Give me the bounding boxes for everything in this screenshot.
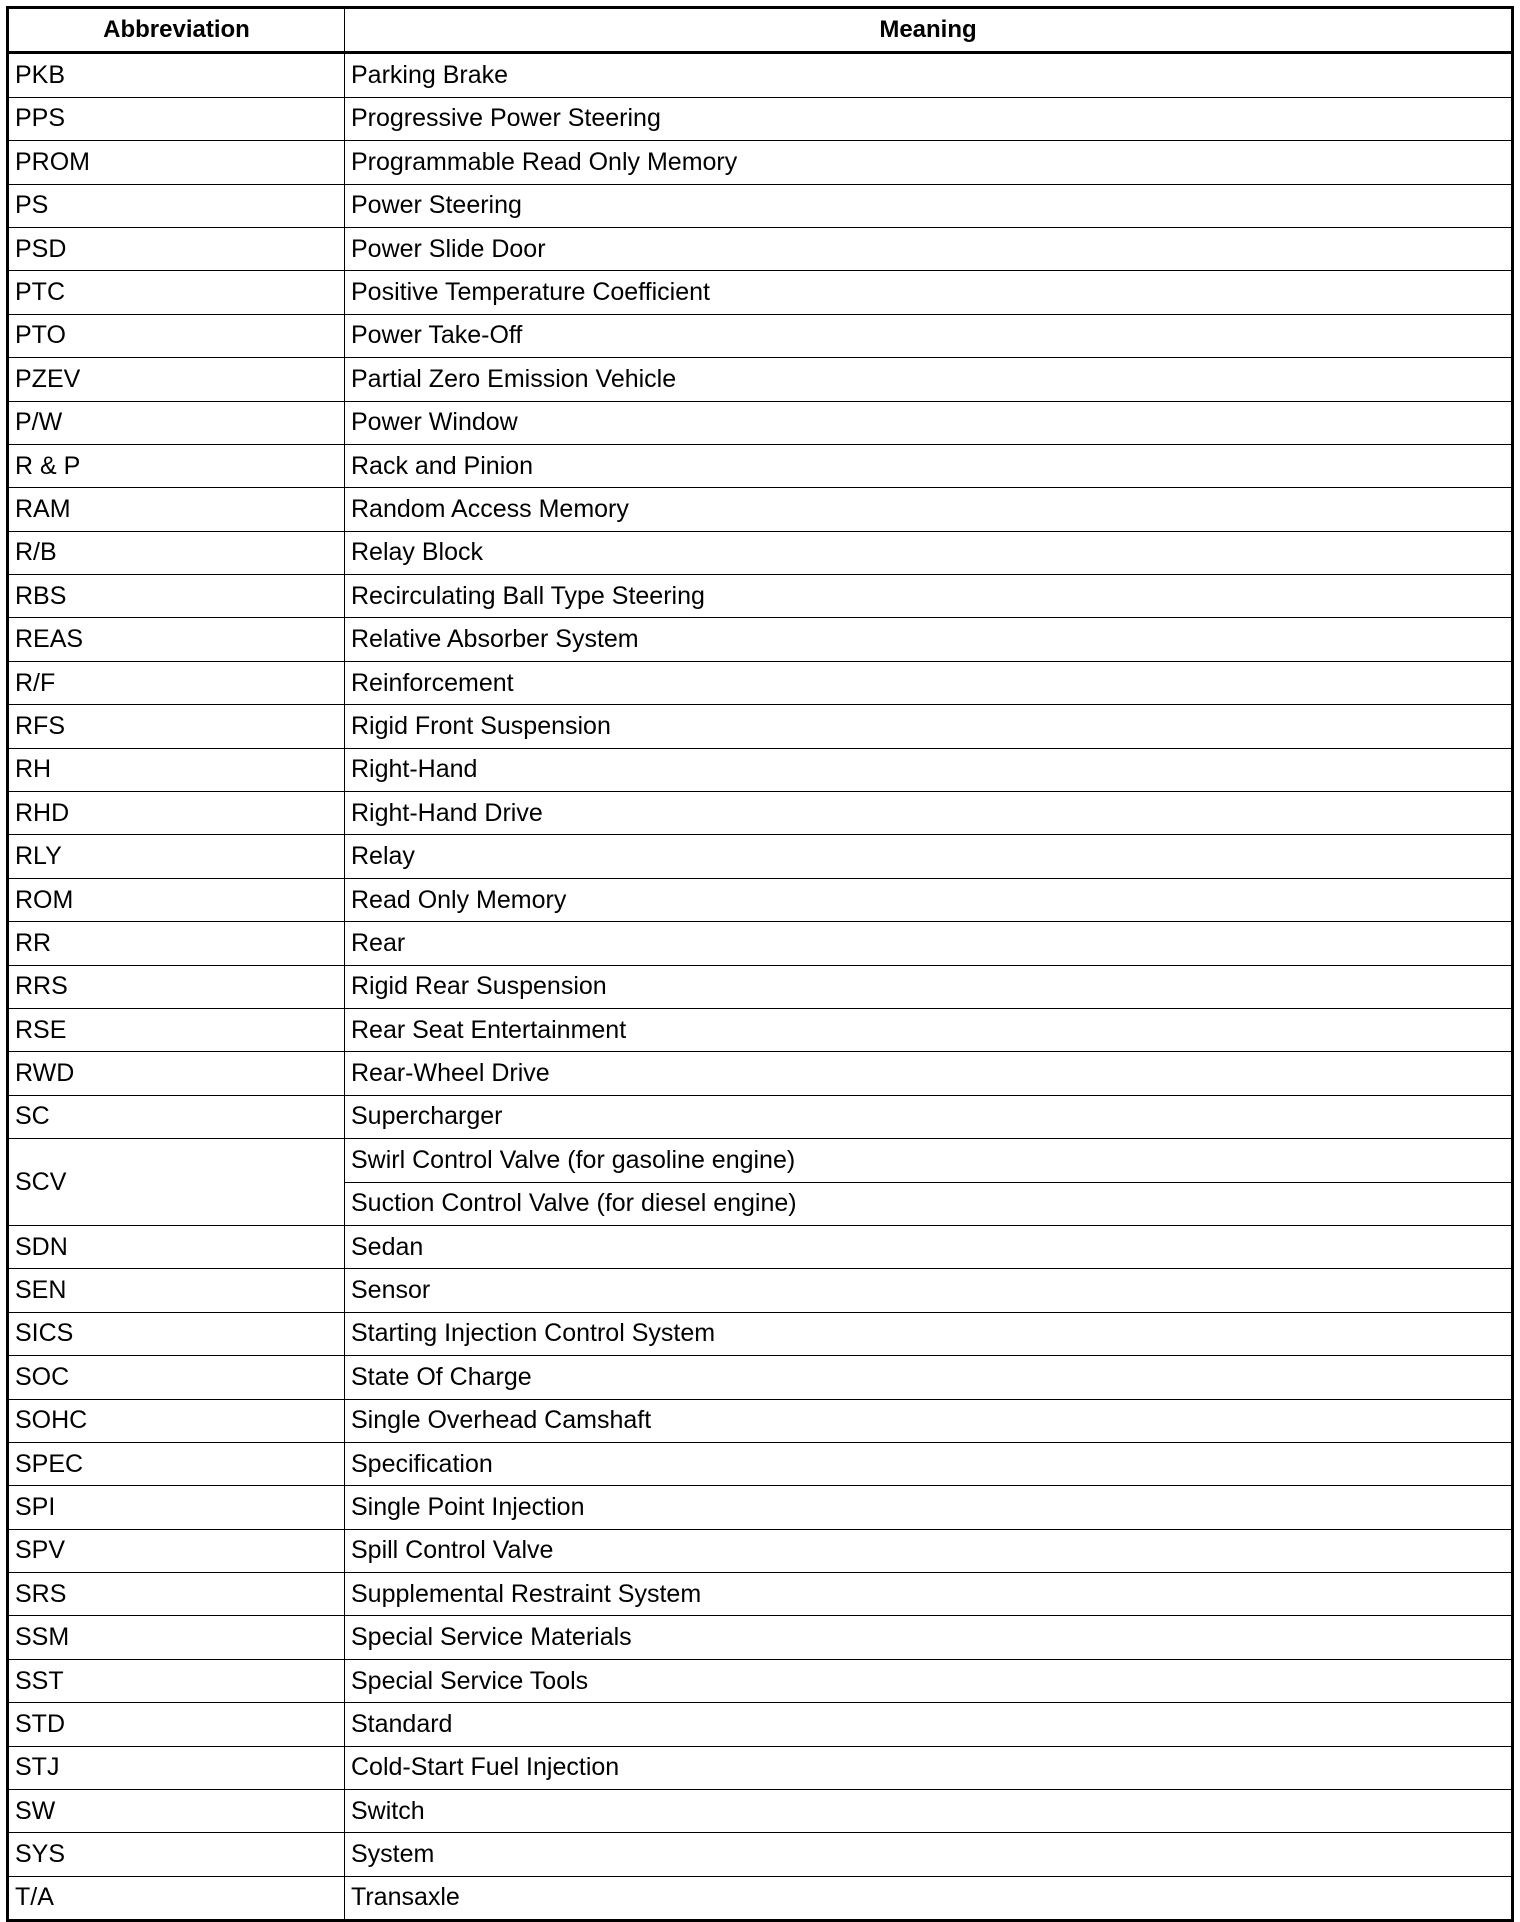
- header-abbreviation: Abbreviation: [8, 8, 345, 53]
- abbreviation-cell: T/A: [8, 1876, 345, 1920]
- meaning-cell: Single Overhead Camshaft: [345, 1399, 1513, 1442]
- meaning-cell: Random Access Memory: [345, 488, 1513, 531]
- meaning-cell: Relative Absorber System: [345, 618, 1513, 661]
- meaning-cell: Parking Brake: [345, 53, 1513, 97]
- table-header-row: [8, 8, 1513, 53]
- table-row: [8, 1703, 1513, 1746]
- table-row: [8, 1573, 1513, 1616]
- abbreviation-cell: PSD: [8, 227, 345, 270]
- table-body: [8, 53, 1513, 1921]
- table-row: [8, 1052, 1513, 1095]
- meaning-cell: Rack and Pinion: [345, 444, 1513, 487]
- meaning-cell: Partial Zero Emission Vehicle: [345, 358, 1513, 401]
- meaning-cell: Relay Block: [345, 531, 1513, 574]
- abbreviation-cell: RBS: [8, 575, 345, 618]
- table-row: [8, 878, 1513, 921]
- meaning-cell: Positive Temperature Coefficient: [345, 271, 1513, 314]
- abbreviation-cell: SICS: [8, 1312, 345, 1355]
- abbreviation-cell: PS: [8, 184, 345, 227]
- meaning-cell: Single Point Injection: [345, 1486, 1513, 1529]
- table-row: [8, 1659, 1513, 1702]
- table-row: [8, 1616, 1513, 1659]
- abbreviation-cell: PROM: [8, 141, 345, 184]
- abbreviation-cell: RAM: [8, 488, 345, 531]
- meaning-cell: Transaxle: [345, 1876, 1513, 1920]
- meaning-cell: Relay: [345, 835, 1513, 878]
- table-row: [8, 53, 1513, 97]
- meaning-cell: Right-Hand Drive: [345, 792, 1513, 835]
- meaning-cell: Supplemental Restraint System: [345, 1573, 1513, 1616]
- table-row: [8, 1746, 1513, 1789]
- meaning-cell: Power Slide Door: [345, 227, 1513, 270]
- abbreviation-cell: SYS: [8, 1833, 345, 1876]
- abbreviation-cell: R/F: [8, 661, 345, 704]
- table-row: [8, 922, 1513, 965]
- table-row: [8, 748, 1513, 791]
- abbreviation-cell: ROM: [8, 878, 345, 921]
- abbreviation-cell: RSE: [8, 1008, 345, 1051]
- meaning-cell: Power Take-Off: [345, 314, 1513, 357]
- abbreviation-cell: PPS: [8, 97, 345, 140]
- table-row: [8, 1442, 1513, 1485]
- abbreviation-cell: SST: [8, 1659, 345, 1702]
- abbreviation-cell: PZEV: [8, 358, 345, 401]
- table-row: [8, 835, 1513, 878]
- table-row: [8, 1529, 1513, 1572]
- abbreviation-cell: SC: [8, 1095, 345, 1138]
- abbreviation-cell: SCV: [8, 1139, 345, 1226]
- meaning-cell: Sedan: [345, 1225, 1513, 1268]
- meaning-cell: Reinforcement: [345, 661, 1513, 704]
- meaning-cell: Rigid Front Suspension: [345, 705, 1513, 748]
- table-row: [8, 401, 1513, 444]
- abbreviation-cell: RRS: [8, 965, 345, 1008]
- abbreviation-cell: SPV: [8, 1529, 345, 1572]
- table-row: [8, 227, 1513, 270]
- abbreviation-cell: RHD: [8, 792, 345, 835]
- meaning-cell: Supercharger: [345, 1095, 1513, 1138]
- table-row: [8, 358, 1513, 401]
- abbreviation-cell: P/W: [8, 401, 345, 444]
- header-meaning: Meaning: [345, 8, 1513, 53]
- meaning-cell: Rear: [345, 922, 1513, 965]
- table-row: [8, 184, 1513, 227]
- meaning-cell: Starting Injection Control System: [345, 1312, 1513, 1355]
- table-row: [8, 1790, 1513, 1833]
- meaning-cell: Rear-Wheel Drive: [345, 1052, 1513, 1095]
- abbreviation-cell: SEN: [8, 1269, 345, 1312]
- meaning-cell: Right-Hand: [345, 748, 1513, 791]
- abbreviation-cell: SRS: [8, 1573, 345, 1616]
- abbreviation-cell: SPI: [8, 1486, 345, 1529]
- meaning-cell: Switch: [345, 1790, 1513, 1833]
- abbreviation-cell: R & P: [8, 444, 345, 487]
- meaning-cell: Power Window: [345, 401, 1513, 444]
- meaning-cell: Read Only Memory: [345, 878, 1513, 921]
- meaning-cell: Power Steering: [345, 184, 1513, 227]
- abbreviation-cell: STJ: [8, 1746, 345, 1789]
- table-row: [8, 1008, 1513, 1051]
- table-row: [8, 1139, 1513, 1182]
- table-row: [8, 488, 1513, 531]
- meaning-cell: Rigid Rear Suspension: [345, 965, 1513, 1008]
- abbreviation-cell: SOC: [8, 1356, 345, 1399]
- abbreviation-cell: SPEC: [8, 1442, 345, 1485]
- table-row: [8, 531, 1513, 574]
- meaning-cell: State Of Charge: [345, 1356, 1513, 1399]
- meaning-cell: Rear Seat Entertainment: [345, 1008, 1513, 1051]
- meaning-cell: Specification: [345, 1442, 1513, 1485]
- abbreviation-cell: RH: [8, 748, 345, 791]
- table-row: [8, 444, 1513, 487]
- abbreviation-cell: PKB: [8, 53, 345, 97]
- table-row: [8, 965, 1513, 1008]
- abbreviation-cell: SSM: [8, 1616, 345, 1659]
- table-row: [8, 575, 1513, 618]
- table-row: [8, 314, 1513, 357]
- abbreviation-table: [6, 6, 1514, 1922]
- table-row: [8, 1486, 1513, 1529]
- meaning-cell: Cold-Start Fuel Injection: [345, 1746, 1513, 1789]
- meaning-cell: Special Service Tools: [345, 1659, 1513, 1702]
- meaning-cell: Standard: [345, 1703, 1513, 1746]
- abbreviation-cell: STD: [8, 1703, 345, 1746]
- abbreviation-cell: R/B: [8, 531, 345, 574]
- meaning-cell: Sensor: [345, 1269, 1513, 1312]
- table-row: [8, 97, 1513, 140]
- table-row: [8, 1399, 1513, 1442]
- table-row: [8, 705, 1513, 748]
- abbreviation-cell: SDN: [8, 1225, 345, 1268]
- meaning-cell: Recirculating Ball Type Steering: [345, 575, 1513, 618]
- abbreviation-cell: SOHC: [8, 1399, 345, 1442]
- table-row: [8, 661, 1513, 704]
- table-row: [8, 1312, 1513, 1355]
- table-row: [8, 618, 1513, 661]
- meaning-cell: System: [345, 1833, 1513, 1876]
- abbreviation-cell: RWD: [8, 1052, 345, 1095]
- abbreviation-cell: RLY: [8, 835, 345, 878]
- table-row: [8, 1833, 1513, 1876]
- meaning-cell: Spill Control Valve: [345, 1529, 1513, 1572]
- meaning-cell: Special Service Materials: [345, 1616, 1513, 1659]
- table-row: [8, 141, 1513, 184]
- table-row: [8, 271, 1513, 314]
- abbreviation-cell: PTC: [8, 271, 345, 314]
- table-row: [8, 792, 1513, 835]
- meaning-cell: Suction Control Valve (for diesel engine): [345, 1182, 1513, 1225]
- meaning-cell: Progressive Power Steering: [345, 97, 1513, 140]
- table-row: [8, 1356, 1513, 1399]
- abbreviation-cell: RR: [8, 922, 345, 965]
- abbreviation-cell: REAS: [8, 618, 345, 661]
- table-row: [8, 1269, 1513, 1312]
- meaning-cell: Programmable Read Only Memory: [345, 141, 1513, 184]
- table-row: [8, 1876, 1513, 1920]
- abbreviation-cell: RFS: [8, 705, 345, 748]
- abbreviation-cell: SW: [8, 1790, 345, 1833]
- meaning-cell: Swirl Control Valve (for gasoline engine): [345, 1139, 1513, 1182]
- abbreviation-cell: PTO: [8, 314, 345, 357]
- table-row: [8, 1225, 1513, 1268]
- table-row: [8, 1095, 1513, 1138]
